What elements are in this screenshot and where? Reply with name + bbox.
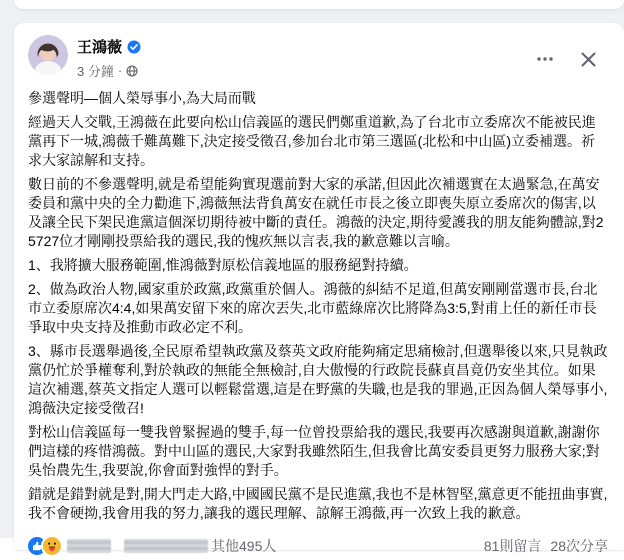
post-paragraph: 對松山信義區每一雙我曾緊握過的雙手,每一位曾投票給我的選民,我要再次感謝與道歉,謝謝你們這樣的疼惜鴻薇。對中山區的選民,大家對我雖然陌生,但我會比萬安委員更努力服務大家;對吳怡農先生,我要說,你會面對強悍的對手。 [28,424,600,478]
post-paragraph: 參選聲明—個人榮辱事小,為大局而戰 [28,90,256,106]
shares-count[interactable]: 28次分享 [550,538,608,554]
post-paragraph: 錯就是錯對就是對,開大門走大路,中國國民黨不是民進黨,我也不是林智堅,黨意更不能扭曲事實,我不會硬拗,我會用我的努力,讓我的選民理解、諒解王鴻薇,再一次致上我的歉意。 [28,486,608,521]
previous-card-edge [14,0,624,9]
close-button[interactable] [575,46,602,73]
avatar[interactable] [28,35,68,75]
verified-badge-icon [127,40,141,54]
more-options-button[interactable] [531,45,559,73]
post-header [28,35,608,80]
post-footer [28,536,608,556]
meta-separator: · [117,63,123,78]
post-paragraph: 經過天人交戰,王鴻薇在此要向松山信義區的選民們鄭重道歉,為了台北市立委席次不能被民進黨再下一城,鴻薇千難萬難下,決定接受徵召,參加台北市第三選區(北松和中山區)立委補選。祈求大家諒解和支持。 [28,114,596,168]
header-info [77,35,141,80]
post-paragraph: 1、我將擴大服務範圍,惟鴻薇對原松信義地區的服務絕對持續。 [28,257,418,273]
blurred-reactor-name [67,539,111,553]
close-icon [579,50,598,69]
post-paragraph: 2、做為政治人物,國家重於政黨,政黨重於個人。鴻薇的糾結不足道,但萬安剛剛當選市長,台北市立委原席次4:4,如果萬安留下來的席次丟失,北市藍綠席次比將降為3:5,對甫上任的新任市長爭取中央支持及推動市政必定不利。 [28,281,598,335]
reaction-others-count[interactable]: 其他495人 [211,538,277,554]
avatar-photo [28,35,68,75]
post-text [28,89,608,528]
post-card [14,23,624,554]
globe-privacy-icon [126,65,138,77]
blurred-reactor-name [124,539,208,553]
care-reaction-icon[interactable] [43,537,61,555]
engagement-counts [484,536,608,556]
post-paragraph: 3、縣市長選舉過後,全民原希望執政黨及蔡英文政府能夠痛定思痛檢討,但選舉後以來,只見執政黨仍忙於爭權奪利,對於執政的無能全無檢討,自大傲慢的行政院長蘇貞昌竟仍安坐其位。如果這次補選,蔡英文指定人選可以輕鬆當選,這是在野黨的失職,也是我的罪過,正因為個人榮辱事小,鴻薇決定接受徵召! [28,343,608,416]
timestamp[interactable]: 3 分鐘 [77,64,114,79]
post-paragraph: 數日前的不參選聲明,就是希望能夠實現選前對大家的承諾,但因此次補選實在太過緊急,在萬安委員和黨中央的全力勸進下,鴻薇無法背負萬安在就任市長之後立即喪失原立委席次的傷害,以及讓全民下架民進黨這個深切期待被中斷的責任。鴻薇的決定,期待愛護我的朋友能夠體諒,對25727位才剛剛投票給我的選民,我的愧疚無以言表,我的歉意難以言喻。 [28,176,604,249]
header-actions [531,35,608,73]
comments-count[interactable]: 81則留言 [483,538,542,554]
author-name[interactable]: 王鴻薇 [77,39,123,56]
ellipsis-icon [535,49,555,69]
